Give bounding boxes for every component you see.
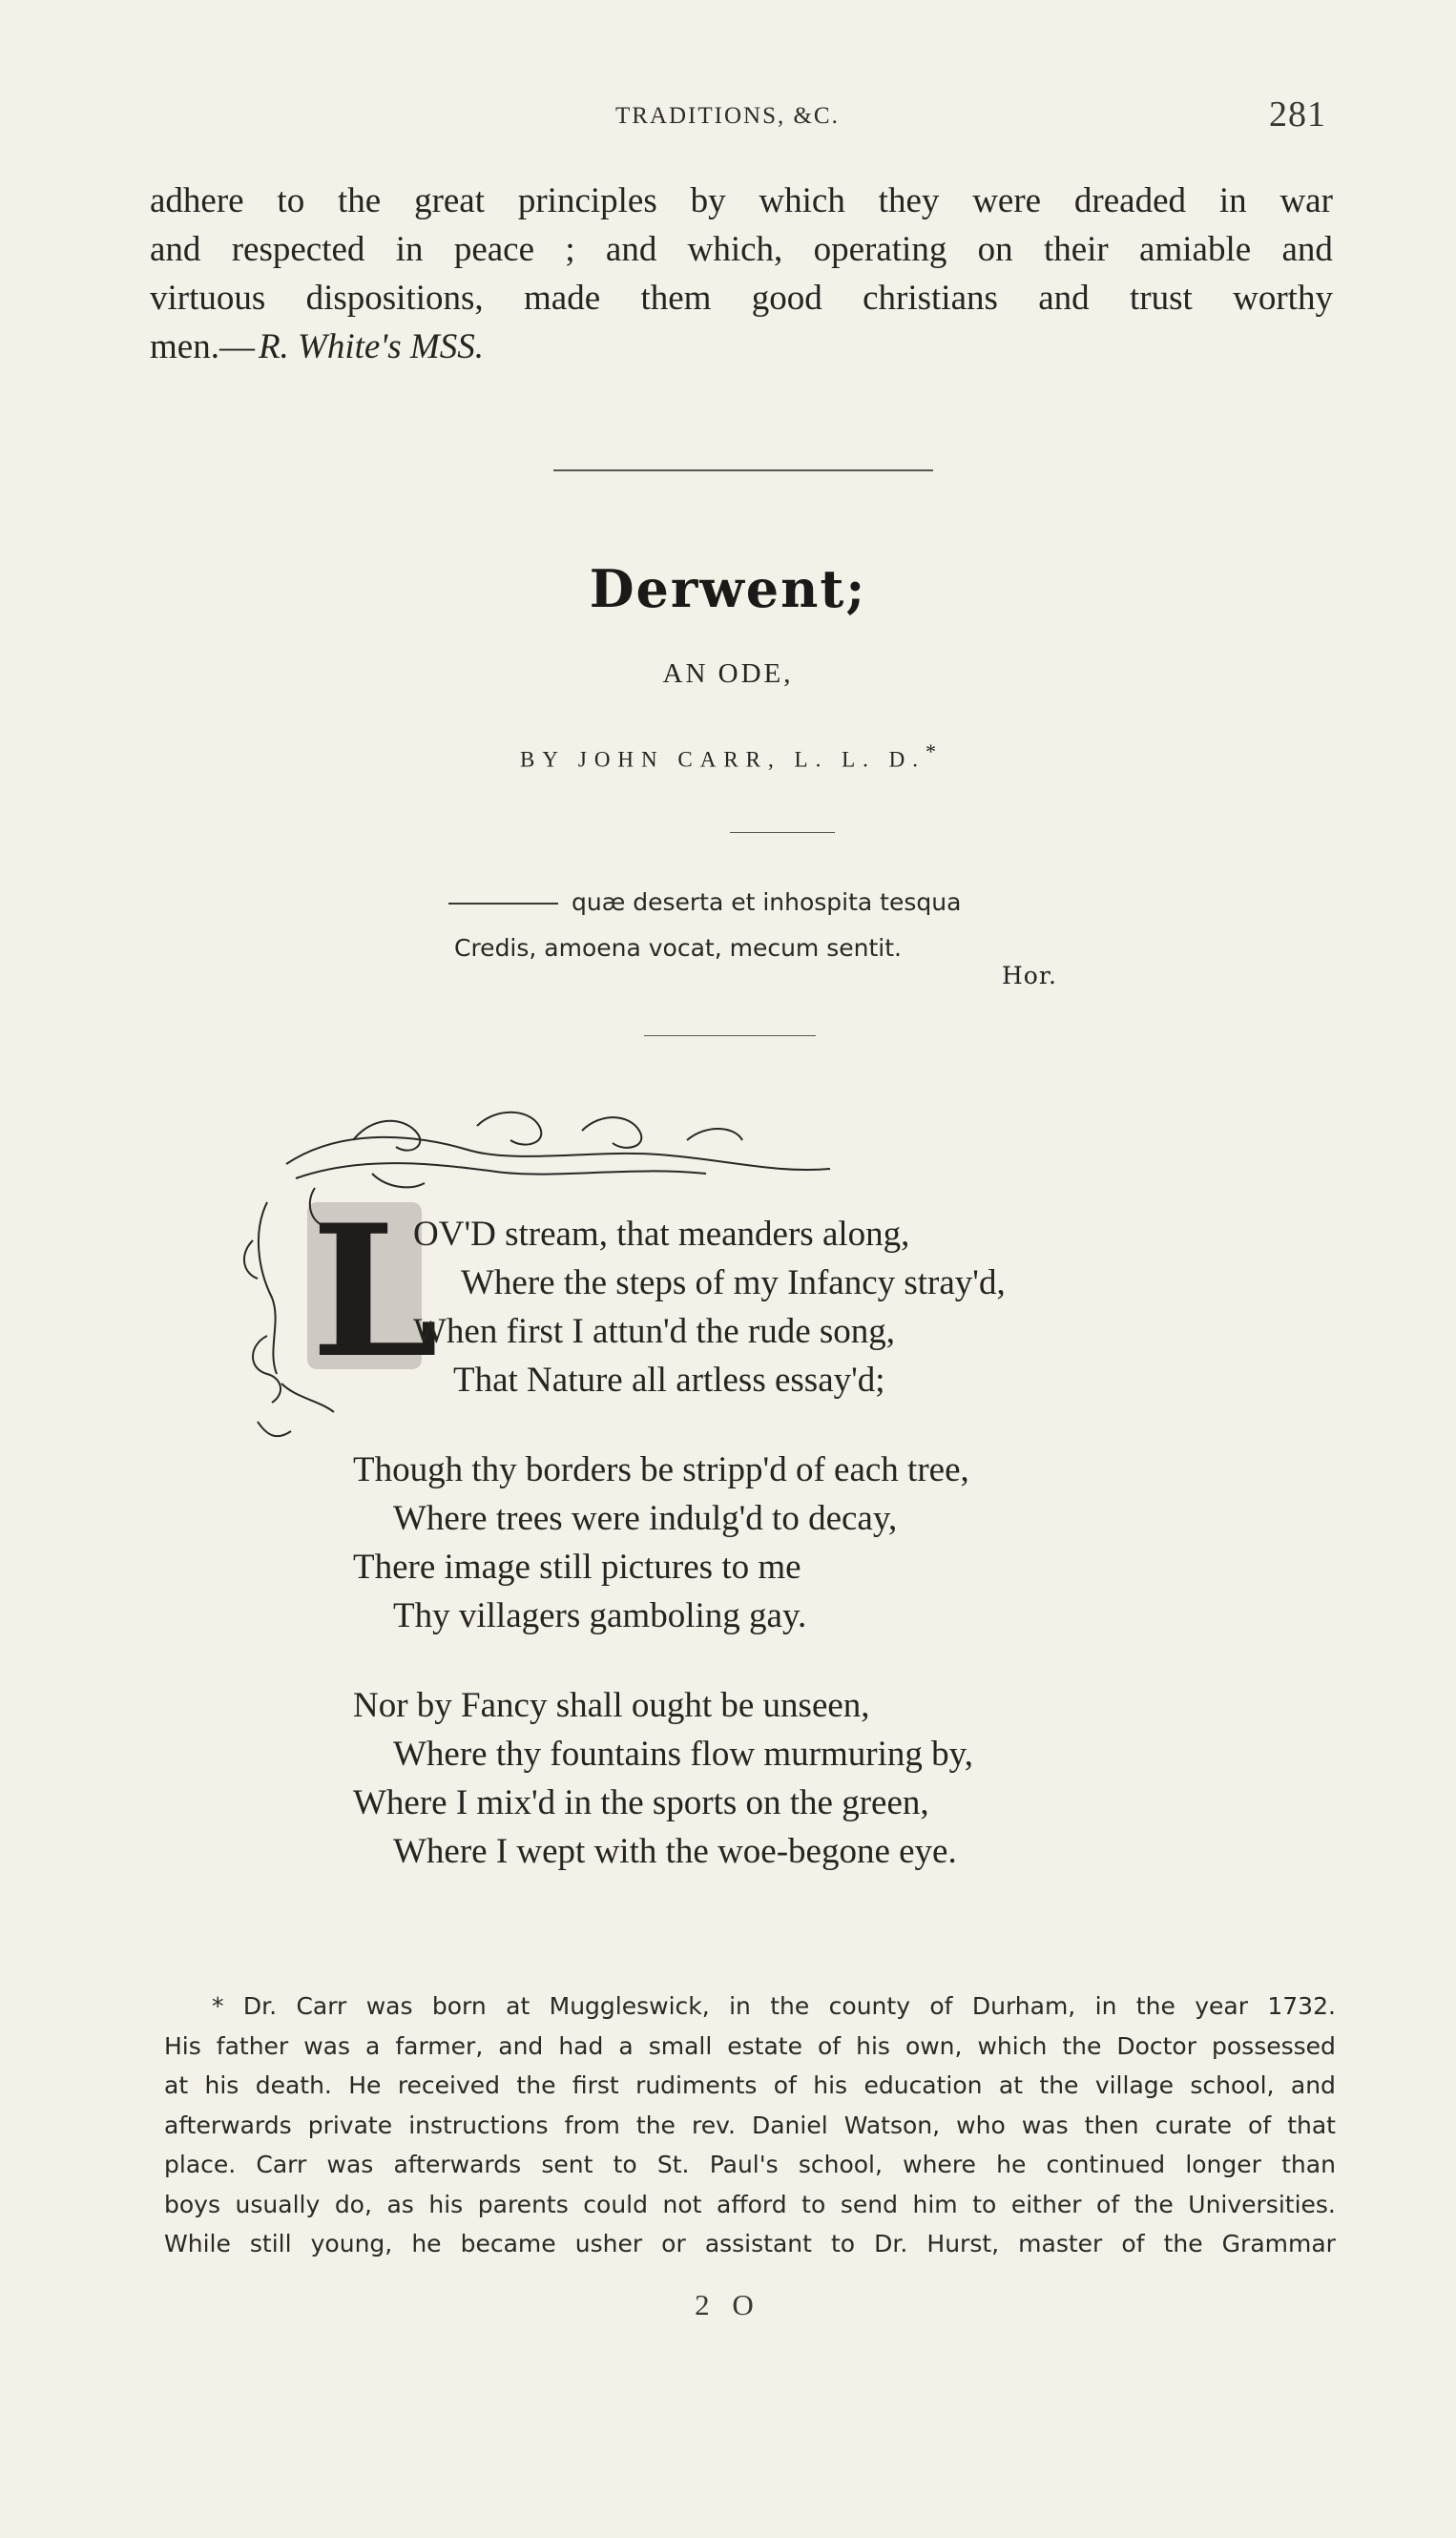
word: and (1038, 279, 1090, 318)
word: place. (164, 2151, 237, 2178)
verse-line: Though thy borders be stripp'd of each tree, (353, 1450, 969, 1489)
word: his (428, 2190, 464, 2218)
word: at (998, 2071, 1024, 2099)
stanza-1 (413, 1210, 1006, 1404)
footnote-line (164, 2224, 1336, 2264)
word: Watson, (843, 2111, 941, 2139)
word: * (212, 1992, 224, 2020)
verse-line: Where I wept with the woe-begone eye. (393, 1832, 957, 1871)
word: to (801, 2190, 826, 2218)
word: of (929, 1992, 953, 2020)
word: rudiments (635, 2071, 758, 2099)
word: by (690, 181, 726, 220)
word: as (386, 2190, 414, 2218)
word: While (164, 2230, 231, 2257)
footnote-marker: * (925, 739, 936, 763)
epigraph-line-1-text: quæ deserta et inhospita tesqua (572, 888, 962, 916)
word: He (348, 2071, 382, 2099)
word: 1732. (1267, 1992, 1336, 2020)
word: was (303, 2031, 351, 2060)
word: and (605, 230, 657, 269)
word: a (618, 2031, 634, 2060)
signature-mark: 2 O (695, 2288, 761, 2321)
word: his (856, 2031, 890, 2060)
word: parents (477, 2190, 569, 2218)
word: small (648, 2031, 713, 2060)
word: Universities. (1188, 2190, 1336, 2218)
word: to (830, 2230, 856, 2257)
running-head-title: TRADITIONS, &C. (615, 103, 840, 129)
word: and (498, 2031, 544, 2060)
word: do, (334, 2190, 372, 2218)
word: had (558, 2031, 604, 2060)
verse-line: Where thy fountains flow murmuring by, (393, 1735, 973, 1774)
word: afterwards (393, 2151, 522, 2178)
word: Daniel (751, 2111, 828, 2139)
epigraph-divider (644, 1035, 816, 1036)
poem-subtitle: AN ODE, (662, 658, 794, 689)
word: peace (453, 230, 535, 269)
word: or (661, 2230, 686, 2257)
poem-author-name: BY JOHN CARR, L. L. D. (520, 747, 926, 772)
word: and (150, 230, 201, 269)
word: and (1281, 230, 1333, 269)
word: of (1248, 2111, 1272, 2139)
word: the (1039, 2071, 1079, 2099)
verse-line: Nor by Fancy shall ought be unseen, (353, 1686, 870, 1725)
word: still (249, 2230, 292, 2257)
word: village (1094, 2071, 1175, 2099)
word: rev. (692, 2111, 736, 2139)
word: he (996, 2151, 1027, 2178)
word: and (1290, 2071, 1336, 2099)
word: of (1096, 2190, 1120, 2218)
word: in (395, 230, 424, 269)
word: from (564, 2111, 620, 2139)
word: adhere (150, 181, 244, 220)
word: was (365, 1992, 413, 2020)
word: Dr. (242, 1992, 278, 2020)
word: born (431, 1992, 487, 2020)
word: Carr (256, 2151, 307, 2178)
word: Paul's (709, 2151, 779, 2178)
word: father (216, 2031, 289, 2060)
word: his (204, 2071, 239, 2099)
word: who (956, 2111, 1006, 2139)
prose-paragraph (150, 177, 1333, 371)
stanza-2 (353, 1446, 969, 1640)
verse-line: Where trees were indulg'd to decay, (393, 1499, 898, 1538)
prose-last-line-text: men.— (150, 327, 255, 366)
verse-line: That Nature all artless essay'd; (453, 1361, 885, 1400)
word: death. (255, 2071, 332, 2099)
word: dreaded (1073, 181, 1187, 220)
epigraph-dash (448, 903, 558, 905)
word: the (635, 2111, 676, 2139)
word: Grammar (1221, 2230, 1336, 2257)
word: first (572, 2071, 619, 2099)
word: christians (863, 279, 998, 318)
word: that (1287, 2111, 1336, 2139)
word: war (1279, 181, 1333, 220)
word: estate (727, 2031, 802, 2060)
word: where (903, 2151, 976, 2178)
prose-line (150, 225, 1333, 274)
word: master (1018, 2230, 1103, 2257)
word: continued (1046, 2151, 1166, 2178)
word: were (972, 181, 1042, 220)
word: instructions (408, 2111, 549, 2139)
word: operating (813, 230, 947, 269)
word: in (729, 1992, 751, 2020)
word: respected (231, 230, 365, 269)
word: school, (798, 2151, 883, 2178)
word: to (613, 2151, 637, 2178)
footnote-line (164, 2027, 1336, 2067)
word: the (1135, 1992, 1175, 2020)
word: which (759, 181, 845, 220)
word: Durham, (971, 1992, 1076, 2020)
word: on (977, 230, 1013, 269)
word: not (662, 2190, 702, 2218)
word: the (1134, 2190, 1174, 2218)
word: afterwards (164, 2111, 292, 2139)
epigraph-source: Hor. (1002, 962, 1058, 989)
word: in (1218, 181, 1247, 220)
word: St. (656, 2151, 690, 2178)
poem-author (0, 739, 1456, 773)
footnote-line (164, 2185, 1336, 2225)
footnote (164, 1987, 1336, 2264)
word: Muggleswick, (549, 1992, 710, 2020)
word: education (863, 2071, 983, 2099)
word: of (818, 2031, 842, 2060)
page-number: 281 (1269, 94, 1326, 135)
word: longer (1185, 2151, 1261, 2178)
word: possessed (1212, 2031, 1336, 2060)
word: they (878, 181, 940, 220)
word: a (365, 2031, 381, 2060)
word: private (307, 2111, 393, 2139)
verse-line: When first I attun'd the rude song, (413, 1312, 896, 1351)
word: principles (517, 181, 657, 220)
ornamental-initial-letter: L (311, 1185, 439, 1398)
prose-line (150, 274, 1333, 322)
stanza-3 (353, 1681, 973, 1876)
word: of (773, 2071, 797, 2099)
word: was (326, 2151, 374, 2178)
word: them (640, 279, 712, 318)
footnote-line (164, 1987, 1336, 2027)
word: was (1021, 2111, 1069, 2139)
title-divider (730, 832, 835, 833)
verse-line: There image still pictures to me (353, 1548, 801, 1587)
word: own, (905, 2031, 963, 2060)
word: became (460, 2230, 556, 2257)
word: assistant (704, 2230, 812, 2257)
word: virtuous (150, 279, 266, 318)
word: the (338, 181, 382, 220)
footnote-line (164, 2145, 1336, 2185)
word: worthy (1233, 279, 1333, 318)
word: curate (1154, 2111, 1232, 2139)
word: which, (687, 230, 783, 269)
section-divider (553, 469, 933, 471)
word: than (1281, 2151, 1336, 2178)
word: in (1094, 1992, 1117, 2020)
word: county (828, 1992, 910, 2020)
prose-source: R. White's MSS. (258, 327, 484, 366)
word: school, (1190, 2071, 1275, 2099)
word: year (1195, 1992, 1248, 2020)
word: good (751, 279, 822, 318)
word: of (1121, 2230, 1145, 2257)
word: made (524, 279, 601, 318)
epigraph (448, 880, 961, 971)
word: ; (565, 230, 575, 269)
word: dispositions, (305, 279, 484, 318)
word: their (1043, 230, 1109, 269)
word: amiable (1139, 230, 1252, 269)
word: send (840, 2190, 898, 2218)
word: the (1062, 2031, 1102, 2060)
epigraph-line-2: Credis, amoena vocat, mecum sentit. (454, 934, 902, 962)
footnote-line (164, 2066, 1336, 2106)
verse-line: Where the steps of my Infancy stray'd, (461, 1263, 1006, 1302)
word: usher (574, 2230, 643, 2257)
word: the (770, 1992, 810, 2020)
poem-title: Derwent; (589, 558, 867, 619)
epigraph-line-1 (448, 880, 961, 926)
word: the (516, 2071, 556, 2099)
word: trust (1130, 279, 1193, 318)
word: either (1010, 2190, 1082, 2218)
word: farmer, (395, 2031, 484, 2060)
word: then (1084, 2111, 1139, 2139)
word: which (977, 2031, 1048, 2060)
prose-line (150, 177, 1333, 225)
word: Dr. (874, 2230, 908, 2257)
footnote-line (164, 2106, 1336, 2146)
word: at (164, 2071, 189, 2099)
word: Doctor (1116, 2031, 1197, 2060)
verse-line: Thy villagers gamboling gay. (393, 1596, 807, 1635)
word: to (972, 2190, 997, 2218)
word: him (912, 2190, 958, 2218)
word: boys (164, 2190, 220, 2218)
prose-last-line (150, 322, 1333, 371)
word: young, (310, 2230, 393, 2257)
word: Carr (296, 1992, 347, 2020)
word: to (277, 181, 305, 220)
word: he (411, 2230, 442, 2257)
word: his (813, 2071, 848, 2099)
word: sent (541, 2151, 593, 2178)
word: at (506, 1992, 530, 2020)
word: His (164, 2031, 201, 2060)
word: the (1163, 2230, 1203, 2257)
word: Hurst, (926, 2230, 1000, 2257)
verse-line: OV'D stream, that meanders along, (413, 1215, 910, 1254)
word: great (414, 181, 486, 220)
word: received (397, 2071, 501, 2099)
verse-line: Where I mix'd in the sports on the green, (353, 1783, 929, 1822)
word: could (583, 2190, 648, 2218)
running-head (0, 94, 1456, 141)
word: afford (717, 2190, 787, 2218)
word: usually (235, 2190, 321, 2218)
